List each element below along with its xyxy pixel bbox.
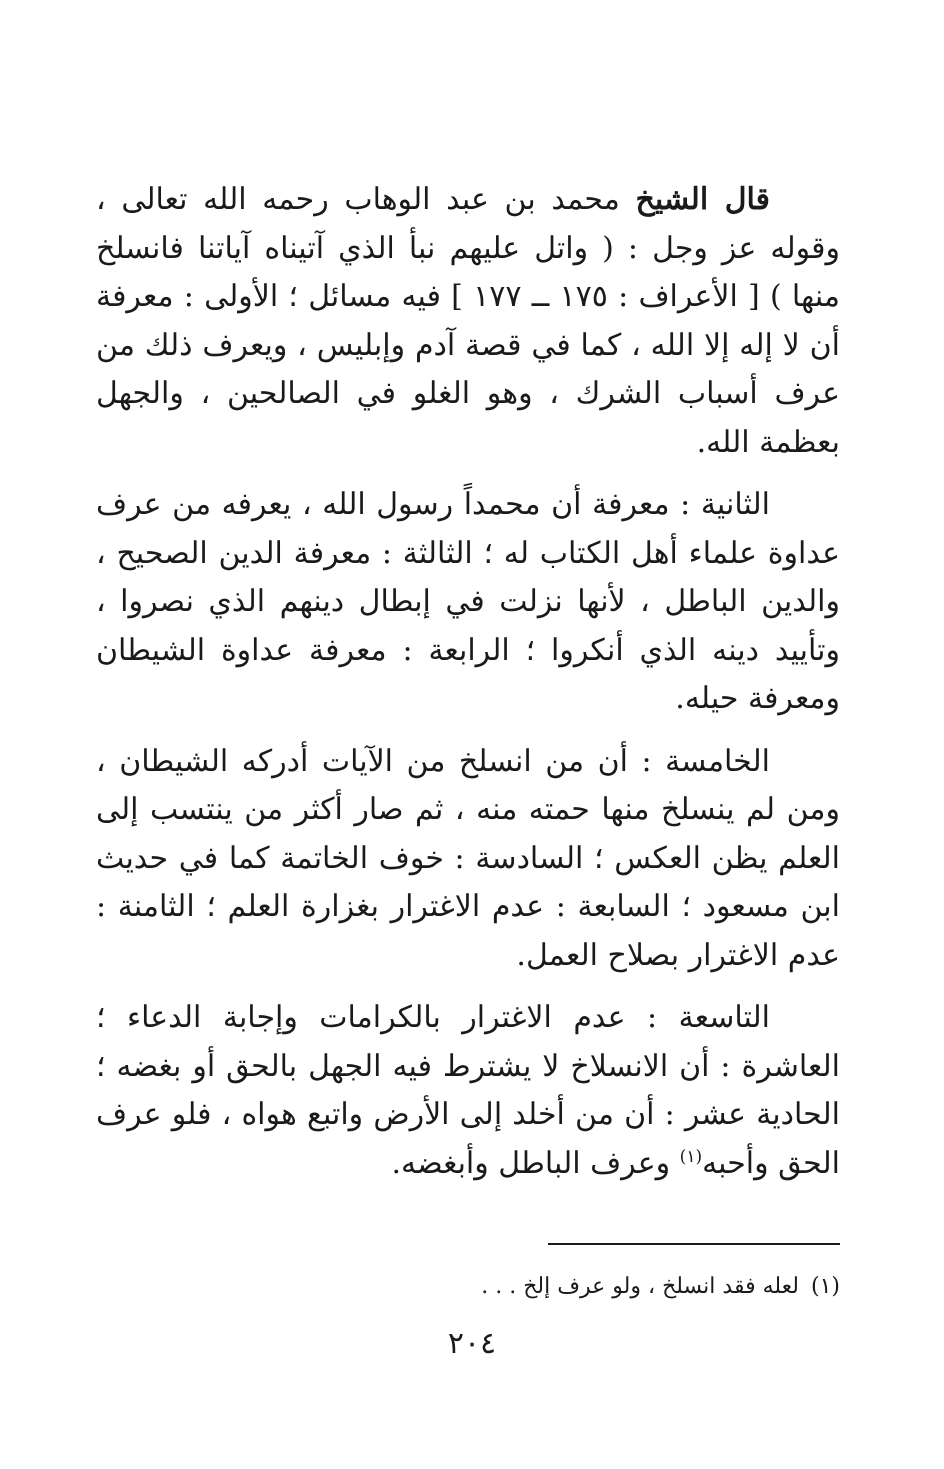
paragraph-3: الخامسة : أن من انسلخ من الآيات أدركه الشيطان ، ومن لم ينسلخ منها حمته منه ، ثم صار أكثر من ينتسب إلى العلم يظن العكس ؛ السادسة : خوف الخاتمة كما في حديث ابن مسعود ؛ السابعة : عدم الاغترار بغزارة العلم ؛ الثامنة : عدم الاغترار بصلاح العمل.	[96, 743, 840, 973]
paragraph-1-text: محمد بن عبد الوهاب رحمه الله تعالى ، وقوله عز وجل : ( واتل عليهم نبأ الذي آتيناه آياتنا فانسلخ منها ) [ الأعراف : ١٧٥ ــ ١٧٧ ] فيه مسائل ؛ الأولى : معرفة أن لا إله إلا الله ، كما في قصة آدم وإبليس ، ويعرف ذلك من عرف أسباب الشرك ، وهو الغلو في الصالحين ، والجهل بعظمة الله.	[96, 182, 840, 460]
page-body	[96, 176, 840, 1202]
footnote-number: (١)	[810, 1274, 840, 1299]
page-number: ٢٠٤	[447, 1326, 497, 1361]
paragraph-2: الثانية : معرفة أن محمداً رسول الله ، يعرفه من عرف عداوة علماء أهل الكتاب له ؛ الثالثة : معرفة الدين الصحيح ، والدين الباطل ، لأنها نزلت في إبطال دينهم الذي نصروا ، وتأييد دينه الذي أنكروا ؛ الرابعة : معرفة عداوة الشيطان ومعرفة حيله.	[96, 487, 840, 716]
footnote-divider	[548, 1243, 840, 1245]
footnote-text: لعله فقد انسلخ ، ولو عرف إلخ . . .	[481, 1274, 799, 1299]
paragraph-4-text: التاسعة : عدم الاغترار بالكرامات وإجابة الدعاء ؛ العاشرة : أن الانسلاخ لا يشترط فيه الجهل بالحق أو بغضه ؛ الحادية عشر : أن من أخلد إلى الأرض واتبع هواه ، فلو عرف الحق وأحبه	[96, 1000, 840, 1181]
speaker-label: قال الشيخ	[635, 182, 770, 217]
paragraph-4	[96, 994, 840, 1188]
paragraph-4-tail: وعرف الباطل وأبغضه.	[391, 1145, 680, 1181]
paragraph-1	[96, 176, 840, 467]
footnote-reference: (١)	[679, 1146, 703, 1167]
footnote	[96, 1270, 840, 1304]
